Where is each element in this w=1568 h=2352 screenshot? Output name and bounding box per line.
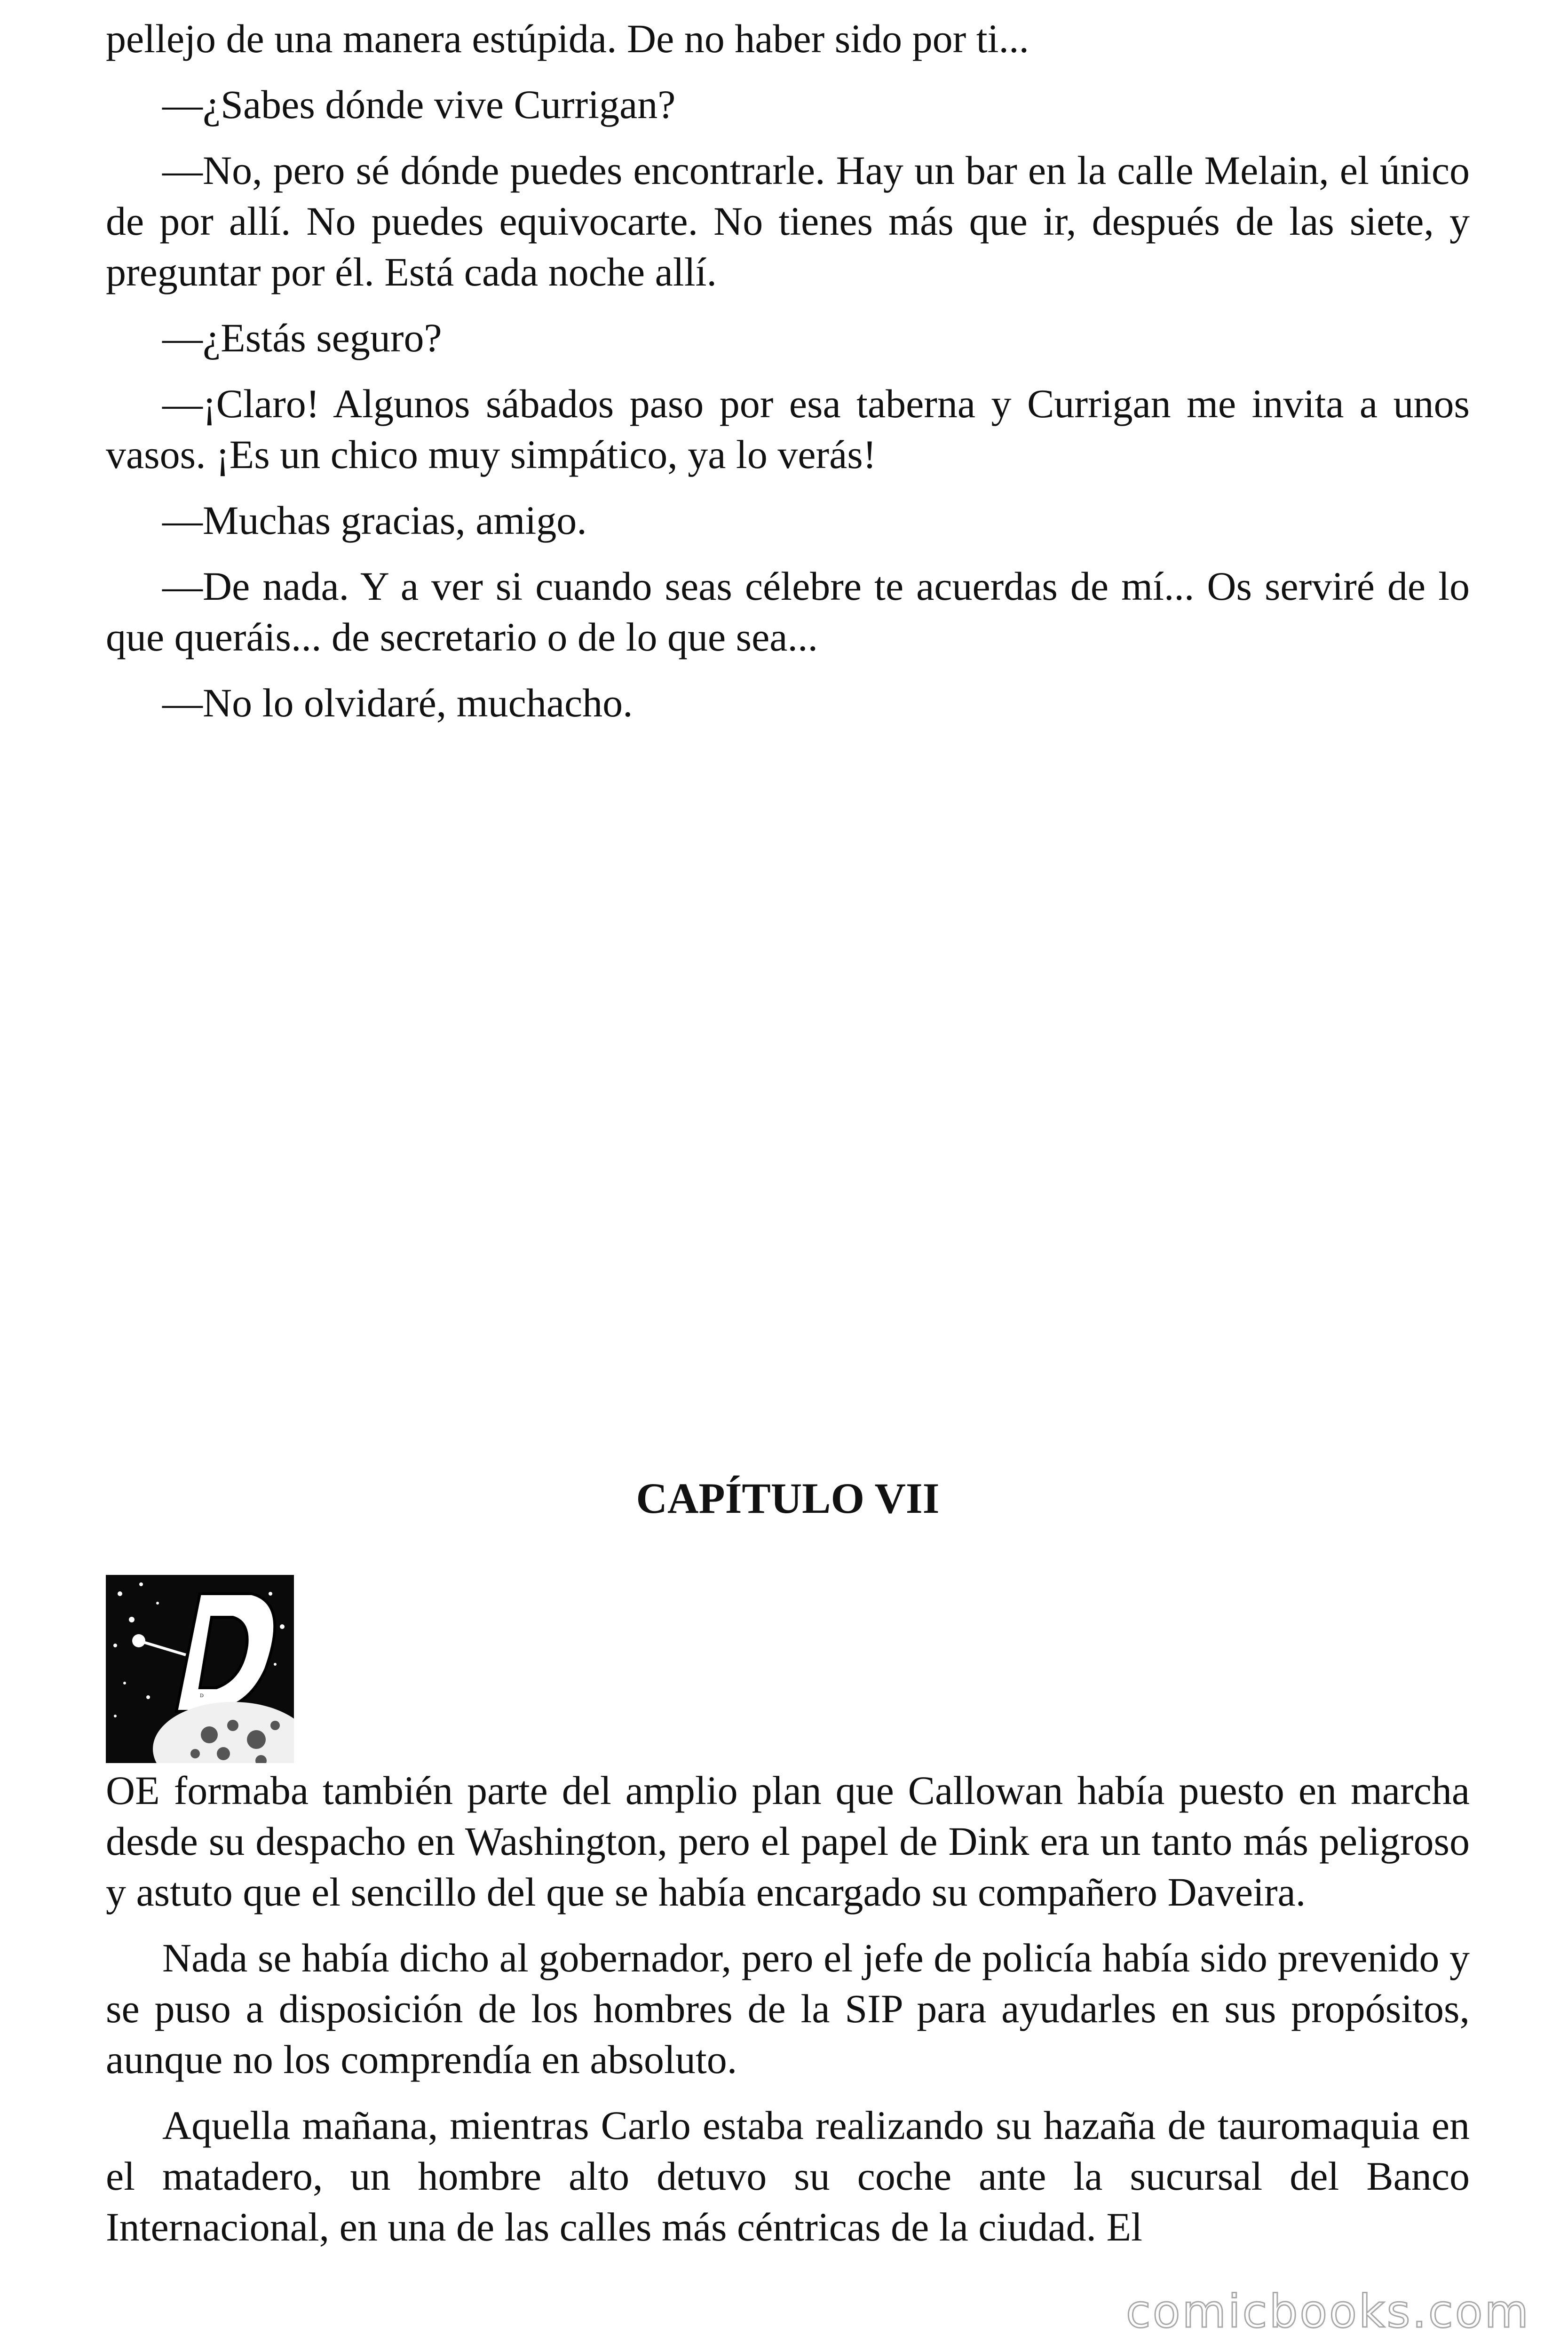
dialogue-line: —No, pero sé dónde puedes encontrarle. Hay un bar en la calle Melain, el único de por allí. No puedes equivocarte. No tienes más que ir, después de las siete, y preguntar por él. Está cada noche allí. xyxy=(106,148,1470,294)
dialogue-line: —¿Sabes dónde vive Currigan? xyxy=(162,82,676,127)
dialogue-line: —¡Claro! Algunos sábados paso por esa taberna y Currigan me invita a unos vasos. ¡Es un chico muy simpático, ya lo verás! xyxy=(106,381,1470,477)
dialogue-line: —De nada. Y a ver si cuando seas célebre te acuerdas de mí... Os serviré de lo que queráis... de secretario o de lo que sea... xyxy=(106,564,1470,660)
chapter-title: CAPÍTULO VII xyxy=(636,1474,940,1522)
paragraph: OE formaba también parte del amplio plan que Callowan había puesto en marcha desde su despacho en Washington, pero el papel de Dink era un tanto más peligroso y astuto que el sencillo del que se había encargado su compañero Daveira. xyxy=(106,1768,1470,1915)
bottom-text-block xyxy=(106,1765,1470,2267)
dialogue-line: —Muchas gracias, amigo. xyxy=(162,498,587,543)
paragraph: pellejo de una manera estúpida. De no haber sido por ti... xyxy=(106,16,1029,61)
watermark: comicbooks.com xyxy=(1125,2285,1530,2338)
svg-text:D: D xyxy=(200,1693,204,1699)
dialogue-line: —No lo olvidaré, muchacho. xyxy=(162,680,633,725)
dialogue-line: —¿Estás seguro? xyxy=(162,315,442,360)
dropcap-d-image xyxy=(106,1575,294,1763)
dropcap-illustration xyxy=(106,1575,294,1763)
paragraph: Aquella mañana, mientras Carlo estaba realizando su hazaña de tauromaquia en el matadero, un hombre alto detuvo su coche ante la sucursal del Banco Internacional, en una de las calles más céntricas de la ciudad. El xyxy=(106,2103,1470,2249)
paragraph: Nada se había dicho al gobernador, pero el jefe de policía había sido prevenido y se puso a disposición de los hombres de la SIP para ayudarles en sus propósitos, aunque no los comprendía en absoluto. xyxy=(106,1935,1470,2082)
top-text-block xyxy=(106,13,1470,743)
